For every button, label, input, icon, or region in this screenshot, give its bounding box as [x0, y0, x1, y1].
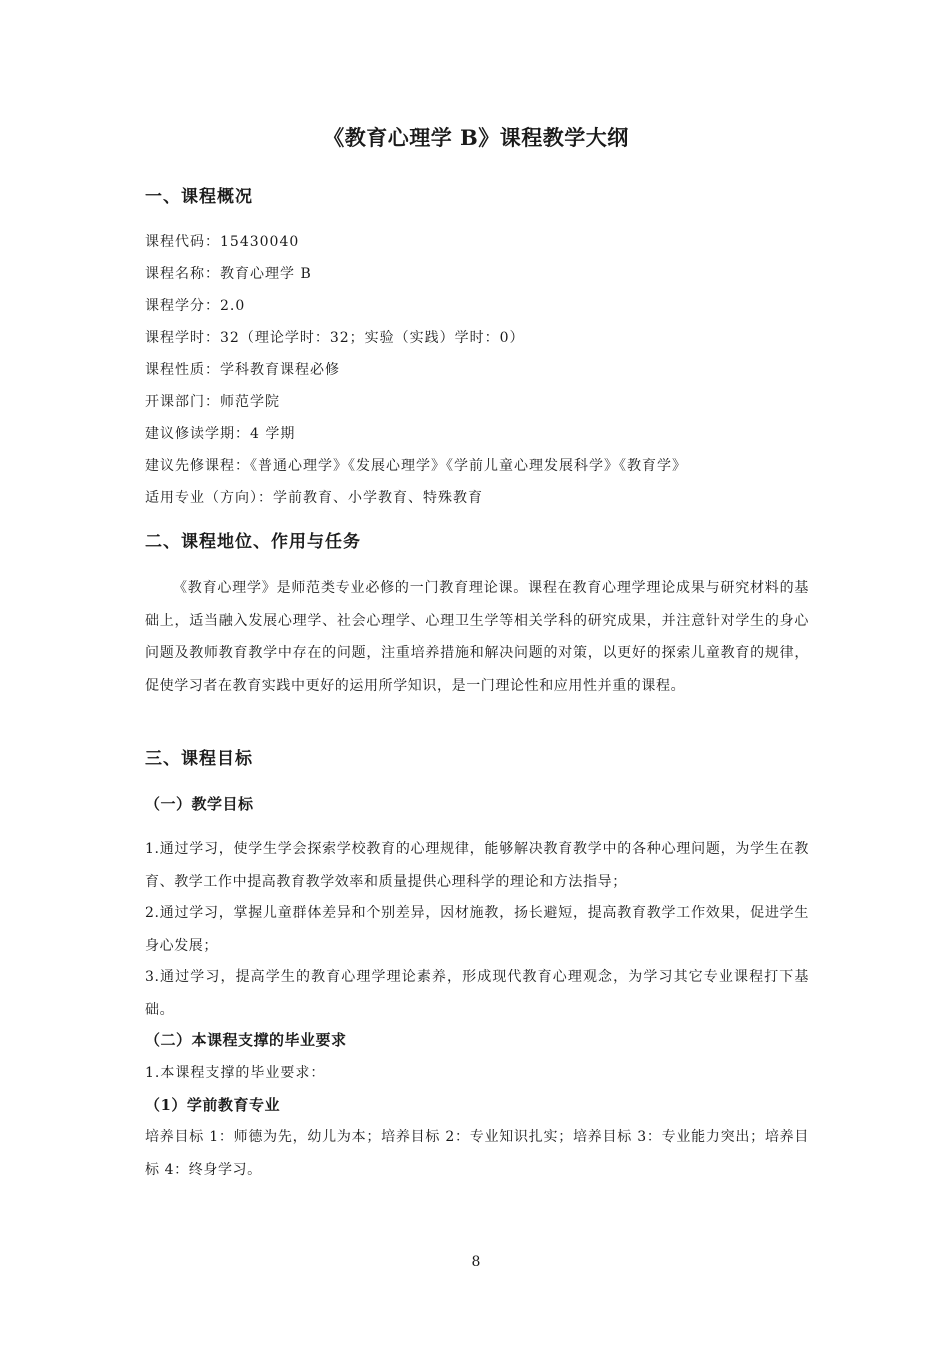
objective-item-3: 3.通过学习，提高学生的教育心理学理论素养，形成现代教育心理观念，为学习其它专业课程打下基础。	[145, 969, 809, 1018]
subheading-graduation-requirements: （二）本课程支撑的毕业要求	[145, 1031, 347, 1049]
section-heading-objectives: 三、课程目标	[145, 749, 253, 769]
page-number: 8	[471, 1254, 481, 1270]
course-name-line: 课程名称：教育心理学 B	[145, 266, 312, 282]
suggested-semester-line: 建议修读学期：4 学期	[145, 426, 296, 442]
major-heading-preschool: （1）学前教育专业	[145, 1096, 280, 1114]
applicable-major-line: 适用专业（方向）：学前教育、小学教育、特殊教育	[145, 490, 483, 506]
subheading-teaching-objectives: （一）教学目标	[145, 795, 254, 813]
objective-item-2: 2.通过学习，掌握儿童群体差异和个别差异，因材施教，扬长避短，提高教育教学工作效果，促进学生身心发展；	[145, 905, 809, 954]
status-paragraph: 《教育心理学》是师范类专业必修的一门教育理论课。课程在教育心理学理论成果与研究材料的基础上，适当融入发展心理学、社会心理学、心理卫生学等相关学科的研究成果，并注意针对学生的身心问题及教师教育教学中存在的问题，注重培养措施和解决问题的对策，以更好的探索儿童教育的规律，促使学习者在教育实践中更好的运用所学知识，是一门理论性和应用性并重的课程。	[145, 580, 809, 694]
section-heading-status: 二、课程地位、作用与任务	[145, 532, 361, 552]
course-hours-line: 课程学时：32（理论学时：32；实验（实践）学时：0）	[145, 330, 525, 346]
section-heading-overview: 一、课程概况	[145, 187, 253, 207]
prerequisite-line: 建议先修课程：《普通心理学》《发展心理学》《学前儿童心理发展科学》《教育学》	[145, 458, 687, 474]
course-code-line: 课程代码：15430040	[145, 234, 300, 250]
preschool-training-goals: 培养目标 1：师德为先，幼儿为本；培养目标 2：专业知识扎实；培养目标 3：专业能力突出；培养目标 4：终身学习。	[145, 1129, 809, 1178]
objective-item-1: 1.通过学习，使学生学会探索学校教育的心理规律，能够解决教育教学中的各种心理问题，为学生在教育、教学工作中提高教育教学效率和质量提供心理科学的理论和方法指导；	[145, 841, 809, 890]
department-line: 开课部门：师范学院	[145, 394, 280, 410]
course-nature-line: 课程性质：学科教育课程必修	[145, 362, 340, 378]
document-title: 《教育心理学 B》课程教学大纲	[323, 125, 629, 150]
requirements-intro: 1.本课程支撑的毕业要求：	[145, 1065, 326, 1081]
course-credit-line: 课程学分：2.0	[145, 298, 246, 314]
